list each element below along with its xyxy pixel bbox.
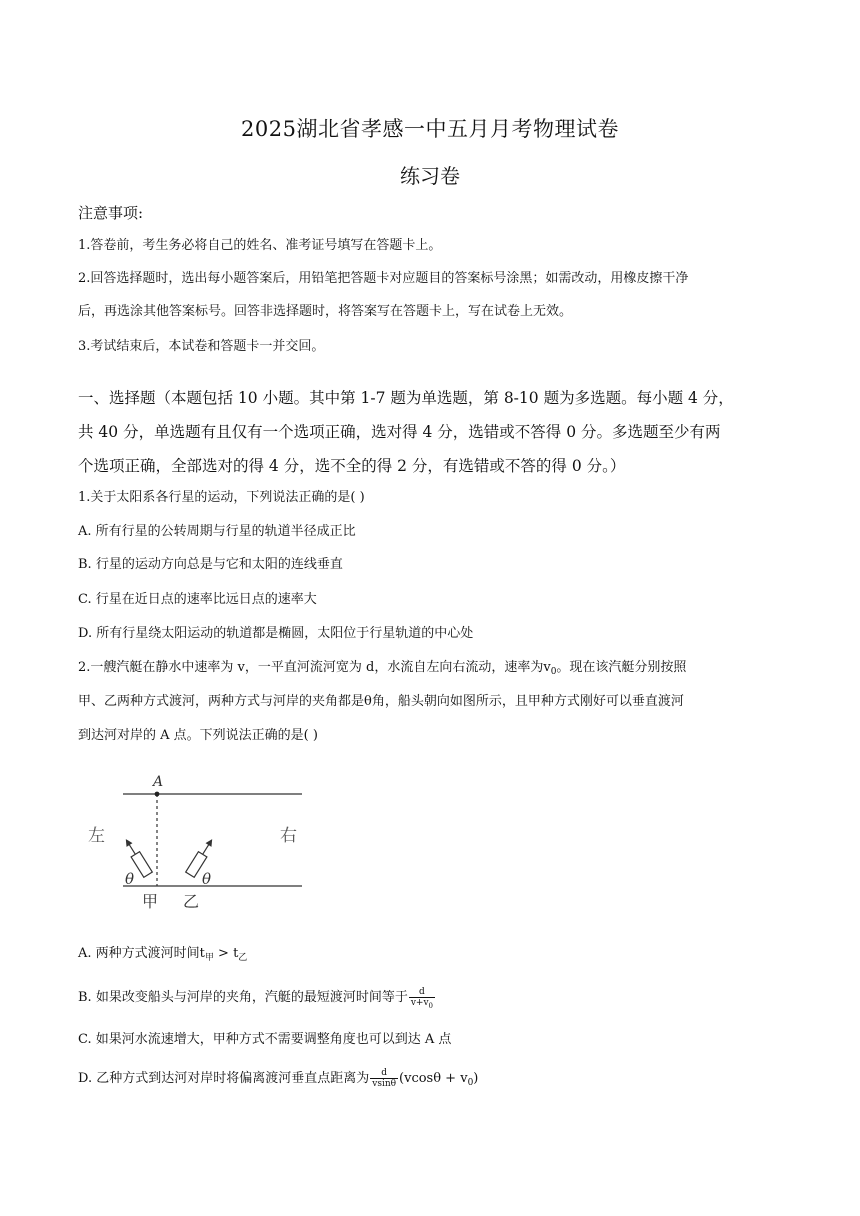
section-heading-line-3: 个选项正确，全部选对的得 4 分，选不全的得 2 分，有选错或不答的得 0 分。） — [78, 457, 626, 475]
q1-stem: 1.关于太阳系各行星的运动，下列说法正确的是( ) — [78, 490, 365, 505]
q2-stem-text-a: 2.一艘汽艇在静水中速率为 v，一平直河流河宽为 d，水流自左向右流动，速率为v — [78, 660, 551, 675]
q2-option-a-sub-1: 甲 — [204, 953, 214, 963]
notice-item-1: 1.答卷前，考生务必将自己的姓名、准考证号填写在答题卡上。 — [78, 238, 442, 253]
q1-option-c: C. 行星在近日点的速率比远日点的速率大 — [78, 592, 317, 607]
q2-option-b — [78, 987, 783, 1008]
angle-label-yi: θ — [202, 870, 212, 888]
fraction-denominator — [409, 998, 435, 1008]
boat-jia-label: 甲 — [142, 892, 159, 911]
q2-stem-sub: 0 — [550, 667, 557, 677]
q2-option-d-close: ) — [473, 1071, 479, 1086]
notice-item-3: 3.考试结束后，本试卷和答题卡一并交回。 — [78, 339, 325, 354]
section-heading-line-2: 共 40 分，单选题有且仅有一个选项正确，选对得 4 分，选错或不答得 0 分。多选题至少有两 — [78, 423, 721, 441]
page-subtitle: 练习卷 — [400, 164, 460, 188]
q1-option-b: B. 行星的运动方向总是与它和太阳的连线垂直 — [78, 557, 343, 572]
q2-stem-text-b: 。现在该汽艇分别按照 — [556, 660, 687, 675]
q2-option-a-sub-2: 乙 — [238, 953, 248, 963]
fraction-numerator: d — [409, 987, 435, 998]
section-heading-line-1: 一、选择题（本题包括 10 小题。其中第 1-7 题为单选题，第 8-10 题为多选题。每小题 4 分， — [78, 389, 734, 407]
q2-stem-line-3: 到达河对岸的 A 点。下列说法正确的是( ) — [78, 728, 318, 743]
q2-option-c: C. 如果河水流速增大，甲种方式不需要调整角度也可以到达 A 点 — [78, 1032, 452, 1047]
fraction-denominator-text: v+v — [410, 998, 429, 1008]
q2-option-a — [78, 944, 783, 964]
page-title: 2025湖北省孝感一中五月月考物理试卷 — [241, 117, 619, 141]
river-crossing-figure — [80, 765, 310, 915]
q2-option-b-text: B. 如果改变船头与河岸的夹角，汽艇的最短渡河时间等于 — [78, 990, 408, 1005]
q2-option-d-tail: (vcosθ + v — [399, 1071, 468, 1086]
right-bank-label: 右 — [280, 826, 297, 846]
q2-option-d-fraction — [370, 1068, 398, 1089]
q1-option-d: D. 所有行星绕太阳运动的轨道都是椭圆，太阳位于行星轨道的中心处 — [78, 626, 474, 641]
q2-option-a-mid: > t — [213, 946, 239, 961]
fraction-denominator: vsinθ — [372, 1079, 397, 1089]
q2-stem-line-2: 甲、乙两种方式渡河，两种方式与河岸的夹角都是θ角，船头朝向如图所示，且甲种方式刚好可以垂直渡河 — [78, 694, 684, 709]
notice-heading: 注意事项: — [78, 204, 144, 222]
q2-option-b-fraction — [409, 987, 435, 1008]
q2-stem-line-1 — [78, 658, 783, 678]
q1-option-a: A. 所有行星的公转周期与行星的轨道半径成正比 — [78, 524, 356, 539]
fraction-numerator: d — [370, 1068, 398, 1079]
notice-item-2-line-2: 后，再选涂其他答案标号。回答非选择题时，将答案写在答题卡上，写在试卷上无效。 — [78, 304, 573, 319]
fraction-denominator-sub: 0 — [428, 1002, 434, 1010]
q2-option-d-text: D. 乙种方式到达河对岸时将偏离渡河垂直点距离为 — [78, 1071, 370, 1086]
q2-option-a-text: A. 两种方式渡河时间t — [78, 946, 205, 961]
point-a-label: A — [153, 774, 164, 790]
q2-option-d — [78, 1068, 783, 1089]
angle-label-jia: θ — [125, 870, 135, 888]
q2-option-d-tail-sub: 0 — [467, 1078, 474, 1088]
boat-yi-label: 乙 — [183, 892, 200, 911]
point-a-marker — [155, 792, 160, 797]
left-bank-label: 左 — [88, 826, 105, 846]
notice-item-2-line-1: 2.回答选择题时，选出每小题答案后，用铅笔把答题卡对应题目的答案标号涂黑；如需改动，用橡皮擦干净 — [78, 271, 689, 286]
